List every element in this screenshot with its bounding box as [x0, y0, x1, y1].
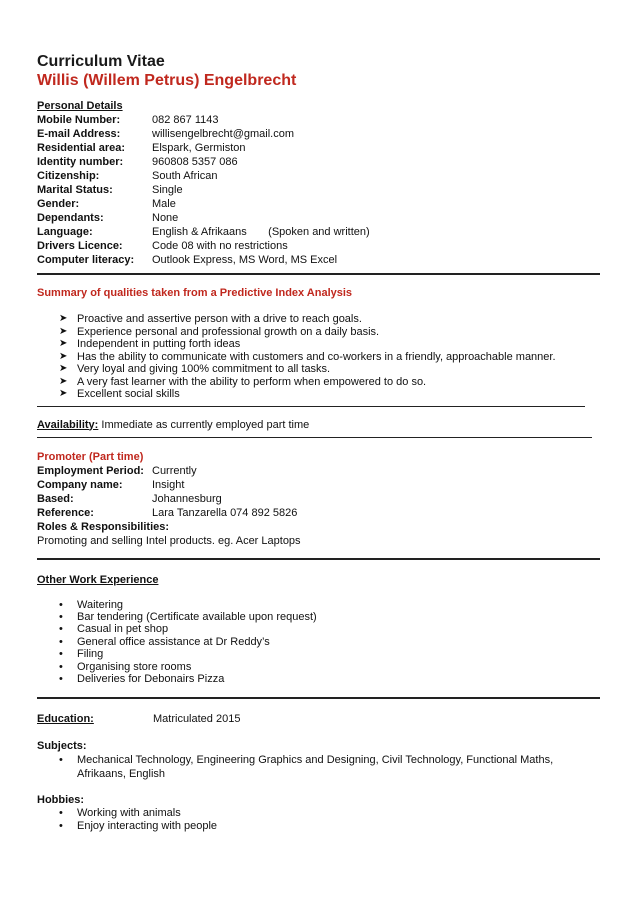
availability-value: Immediate as currently employed part time	[101, 418, 310, 431]
detail-label: Dependants:	[37, 212, 104, 224]
arrowhead-bullet-icon: ➤	[59, 338, 68, 349]
list-item: ➤ Very loyal and giving 100% commitment to all tasks.	[59, 363, 331, 375]
bullet-icon: •	[59, 807, 63, 820]
detail-label: Residential area:	[37, 142, 126, 154]
job-title: Promoter (Part time)	[37, 450, 144, 463]
detail-label: Computer literacy:	[37, 254, 135, 266]
detail-value: Outlook Express, MS Word, MS Excel	[152, 254, 338, 266]
detail-label: Language:	[37, 226, 93, 238]
list-item: • Bar tendering (Certificate available upon request)	[59, 610, 317, 623]
bullet-icon: •	[59, 660, 63, 673]
detail-row-computer	[37, 253, 600, 267]
bullet-icon: •	[59, 610, 63, 623]
detail-row-email	[37, 127, 600, 141]
job-value: Johannesburg	[152, 492, 222, 505]
availability-label: Availability:	[37, 418, 99, 431]
list-item: • General office assistance at Dr Reddy’s	[59, 635, 270, 648]
detail-row-residential	[37, 141, 600, 155]
detail-value: Elspark, Germiston	[152, 142, 246, 154]
education-label: Education:	[37, 713, 94, 726]
detail-value: Code 08 with no restrictions	[152, 240, 288, 252]
bullet-icon: •	[59, 672, 63, 685]
detail-label: Gender:	[37, 198, 80, 210]
personal-details-heading: Personal Details	[37, 100, 123, 112]
arrowhead-bullet-icon: ➤	[59, 363, 68, 374]
section-divider	[37, 697, 600, 699]
list-item: ➤ A very fast learner with the ability to perform when empowered to do so.	[59, 375, 427, 388]
other-work-heading: Other Work Experience	[37, 573, 159, 586]
job-value: Insight	[152, 478, 185, 491]
candidate-name: Willis (Willem Petrus) Engelbrecht	[37, 72, 297, 89]
personal-details-table	[37, 113, 600, 267]
list-item: ➤ Experience personal and professional growth on a daily basis.	[59, 325, 380, 338]
list-item: • Deliveries for Debonairs Pizza	[59, 672, 225, 685]
job-value: Currently	[152, 464, 197, 477]
detail-label: Mobile Number:	[37, 114, 121, 126]
job-row	[37, 506, 600, 520]
detail-value: English & Afrikaans (Spoken and written)	[152, 226, 370, 238]
job-label: Company name:	[37, 478, 123, 491]
detail-label: E-mail Address:	[37, 128, 121, 140]
section-divider	[37, 437, 592, 438]
list-item: • Enjoy interacting with people	[59, 820, 218, 833]
document-title: Curriculum Vitae	[37, 53, 165, 70]
detail-value: 960808 5357 086	[152, 156, 238, 168]
section-divider	[37, 406, 585, 407]
job-label: Based:	[37, 492, 74, 505]
arrowhead-bullet-icon: ➤	[59, 350, 68, 362]
cv-document	[37, 52, 600, 833]
list-item: • Filing	[59, 648, 104, 661]
job-row	[37, 464, 600, 478]
detail-row-mobile	[37, 113, 600, 127]
qualities-heading: Summary of qualities taken from a Predictive Index Analysis	[37, 287, 353, 299]
arrowhead-bullet-icon: ➤	[59, 375, 68, 387]
list-item: ➤ Has the ability to communicate with customers and co-workers in a friendly, approachable manner.	[59, 350, 556, 363]
detail-value: Single	[152, 184, 183, 196]
roles-label: Roles & Responsibilities:	[37, 520, 170, 533]
subjects-label: Subjects:	[37, 740, 87, 753]
detail-label: Identity number:	[37, 156, 124, 168]
detail-value: 082 867 1143	[152, 114, 219, 126]
bullet-icon: •	[59, 635, 63, 648]
list-item: • Mechanical Technology, Engineering Graphics and Designing, Civil Technology, Functional Maths, Afrikaans, English	[59, 754, 554, 781]
detail-row-language	[37, 225, 600, 239]
list-item: ➤ Proactive and assertive person with a drive to reach goals.	[59, 313, 362, 325]
arrowhead-bullet-icon: ➤	[59, 388, 68, 399]
list-item: • Waitering	[59, 598, 124, 611]
detail-value: South African	[152, 170, 218, 182]
bullet-icon: •	[59, 820, 63, 833]
job-row	[37, 492, 600, 506]
section-divider	[37, 558, 600, 560]
job-details	[37, 464, 600, 520]
detail-row-gender	[37, 197, 600, 211]
bullet-icon: •	[59, 754, 63, 767]
detail-row-citizenship	[37, 169, 600, 183]
detail-label: Marital Status:	[37, 184, 113, 196]
education-line	[37, 712, 600, 726]
other-work-list	[37, 599, 600, 686]
list-item: ➤ Independent in putting forth ideas	[59, 338, 241, 350]
detail-value: Male	[152, 198, 176, 210]
detail-label: Citizenship:	[37, 170, 100, 182]
qualities-list	[37, 313, 600, 401]
detail-value: None	[152, 212, 179, 224]
detail-label: Drivers Licence:	[37, 240, 123, 252]
list-item: • Working with animals	[59, 807, 181, 820]
arrowhead-bullet-icon: ➤	[59, 325, 68, 337]
education-value: Matriculated 2015	[153, 713, 241, 726]
job-label: Employment Period:	[37, 464, 144, 477]
section-divider	[37, 273, 600, 275]
detail-row-licence	[37, 239, 600, 253]
roles-text: Promoting and selling Intel products. eg. Acer Laptops	[37, 534, 301, 547]
job-value: Lara Tanzarella 074 892 5826	[152, 506, 298, 519]
bullet-icon: •	[59, 648, 63, 661]
job-row	[37, 478, 600, 492]
hobbies-label: Hobbies:	[37, 794, 85, 807]
arrowhead-bullet-icon: ➤	[59, 313, 68, 324]
hobbies-list	[37, 807, 600, 833]
list-item: • Casual in pet shop	[59, 623, 169, 636]
detail-value: willisengelbrecht@gmail.com	[152, 128, 294, 140]
detail-row-dependants	[37, 211, 600, 225]
availability-line	[37, 418, 600, 432]
bullet-icon: •	[59, 623, 63, 636]
list-item: ➤ Excellent social skills	[59, 388, 180, 400]
detail-row-identity	[37, 155, 600, 169]
detail-row-marital	[37, 183, 600, 197]
job-label: Reference:	[37, 506, 94, 519]
bullet-icon: •	[59, 598, 63, 611]
list-item: • Organising store rooms	[59, 660, 192, 673]
subjects-list	[37, 753, 600, 781]
